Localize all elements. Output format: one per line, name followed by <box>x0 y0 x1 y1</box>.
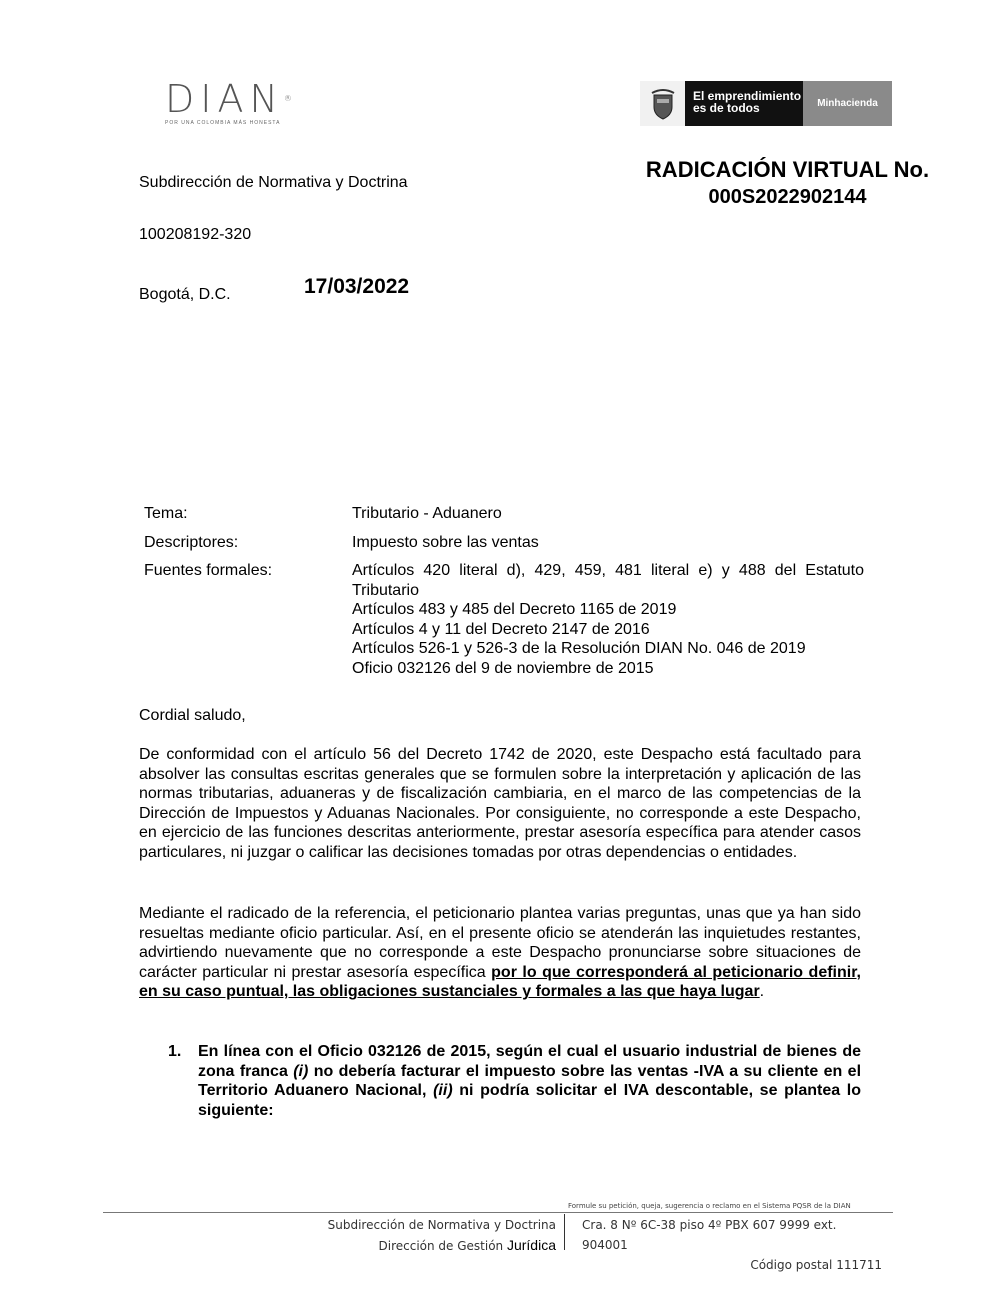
footer-separator <box>564 1214 565 1250</box>
item-text-part: En línea con el Oficio 032126 de 2015, según el cual el usuario industrial de bienes de zona franca <box>198 1043 861 1080</box>
item-number: 1. <box>168 1043 182 1060</box>
reference-number: 100208192-320 <box>139 226 252 243</box>
city-label: Bogotá, D.C. <box>139 286 231 303</box>
government-logo <box>640 81 892 126</box>
tema-label: Tema: <box>144 505 188 522</box>
greeting: Cordial saludo, <box>139 707 246 724</box>
fuentes-item: Artículos 526-1 y 526-3 de la Resolución DIAN No. 046 de 2019 <box>352 640 806 657</box>
tema-value: Tributario - Aduanero <box>352 505 502 522</box>
descriptores-label: Descriptores: <box>144 533 239 551</box>
info-row-fuentes <box>144 561 864 678</box>
footer-office-prefix: Dirección de Gestión <box>378 1239 507 1253</box>
footer-divider <box>103 1212 893 1213</box>
fuentes-item: Artículos 4 y 11 del Decreto 2147 de 2016 <box>352 620 650 638</box>
info-row-descriptores <box>144 533 864 553</box>
ministry-label: Minhacienda <box>803 81 892 126</box>
paragraph-1: De conformidad con el artículo 56 del Decreto 1742 de 2020, este Despacho está facultado para absolver las consultas escritas generales que se formulen sobre la interpretación y aplicación de las normas tributarias, aduaneras y de fiscalización cambiaria, en el marco de las competencias de la Dirección de Impuestos y Aduanas Nacionales. Por consiguiente, no corresponde a este Despacho, en ejercicio de las funciones descritas anteriormente, prestar asesoría específica para atender casos particulares, ni juzgar o calificar las decisiones tomadas por otras dependencias o entidades. <box>139 746 861 861</box>
item-text-part: no debería facturar el impuesto sobre las ventas -IVA a su cliente en el Territorio Aduanero Nacional, <box>198 1062 862 1100</box>
info-table <box>144 504 864 687</box>
government-slogan-line1: El emprendimiento <box>693 89 802 103</box>
dian-logo <box>165 77 325 130</box>
footer-office-line1: Subdirección de Normativa y Doctrina <box>327 1218 556 1232</box>
fuentes-label: Fuentes formales: <box>144 562 273 579</box>
government-slogan-line2: es de todos <box>693 101 760 115</box>
item-marker-i: (i) <box>293 1062 309 1080</box>
footer-address-line1: Cra. 8 Nº 6C-38 piso 4º PBX 607 9999 ext. 904001 <box>582 1218 837 1252</box>
dian-logo-text: DIAN <box>165 77 284 121</box>
subdireccion-label: Subdirección de Normativa y Doctrina <box>139 174 408 191</box>
paragraph-2-end: . <box>759 983 765 1001</box>
footer-office-line2 <box>300 1235 556 1256</box>
fuentes-item: Oficio 032126 del 9 de noviembre de 2015 <box>352 659 654 677</box>
info-row-tema <box>144 504 864 524</box>
fuentes-item: Artículos 483 y 485 del Decreto 1165 de 2019 <box>352 601 677 618</box>
radicacion-number: 000S2022902144 <box>708 186 867 208</box>
numbered-item-1 <box>168 1042 861 1120</box>
footer-address <box>582 1215 882 1275</box>
paragraph-2 <box>139 904 861 1002</box>
document-date: 17/03/2022 <box>304 275 410 298</box>
radicacion-title: RADICACIÓN VIRTUAL No. <box>645 157 930 182</box>
paragraph-2-emphasis: por lo que corresponderá al peticionario definir, en su caso puntual, las obligaciones sustanciales y formales a las que haya lugar <box>139 963 862 1001</box>
footer-office-emphasis: Jurídica <box>506 1237 556 1253</box>
paragraph-2-text: Mediante el radicado de la referencia, el peticionario plantea varias preguntas, unas que ya han sido resueltas mediante oficio particular. Así, en el presente oficio se atenderán las inquietudes restantes, advirtiendo nuevamente que no corresponde a este Despacho pronunciarse sobre situaciones de carácter particular ni prestar asesoría específica <box>139 905 861 981</box>
item-text-part: ni podría solicitar el IVA descontable, se plantea lo siguiente: <box>198 1082 862 1119</box>
footer-postal-code: Código postal 111711 <box>750 1258 882 1272</box>
fuentes-list <box>352 561 864 678</box>
descriptores-value: Impuesto sobre las ventas <box>352 533 539 551</box>
dian-tagline: POR UNA COLOMBIA MÁS HONESTA <box>165 120 281 126</box>
government-slogan <box>685 81 803 126</box>
dian-logo-registered-mark: ® <box>283 94 298 103</box>
pqsr-note: Formule su petición, queja, sugerencia o reclamo en el Sistema PQSR de la DIAN <box>568 1202 851 1210</box>
radicacion-block <box>620 156 955 210</box>
item-text <box>198 1042 861 1120</box>
footer-office <box>300 1215 556 1256</box>
item-marker-ii: (ii) <box>433 1082 453 1100</box>
fuentes-item: Artículos 420 literal d), 429, 459, 481 literal e) y 488 del Estatuto Tributario <box>352 562 864 599</box>
coat-of-arms-icon <box>640 81 685 126</box>
